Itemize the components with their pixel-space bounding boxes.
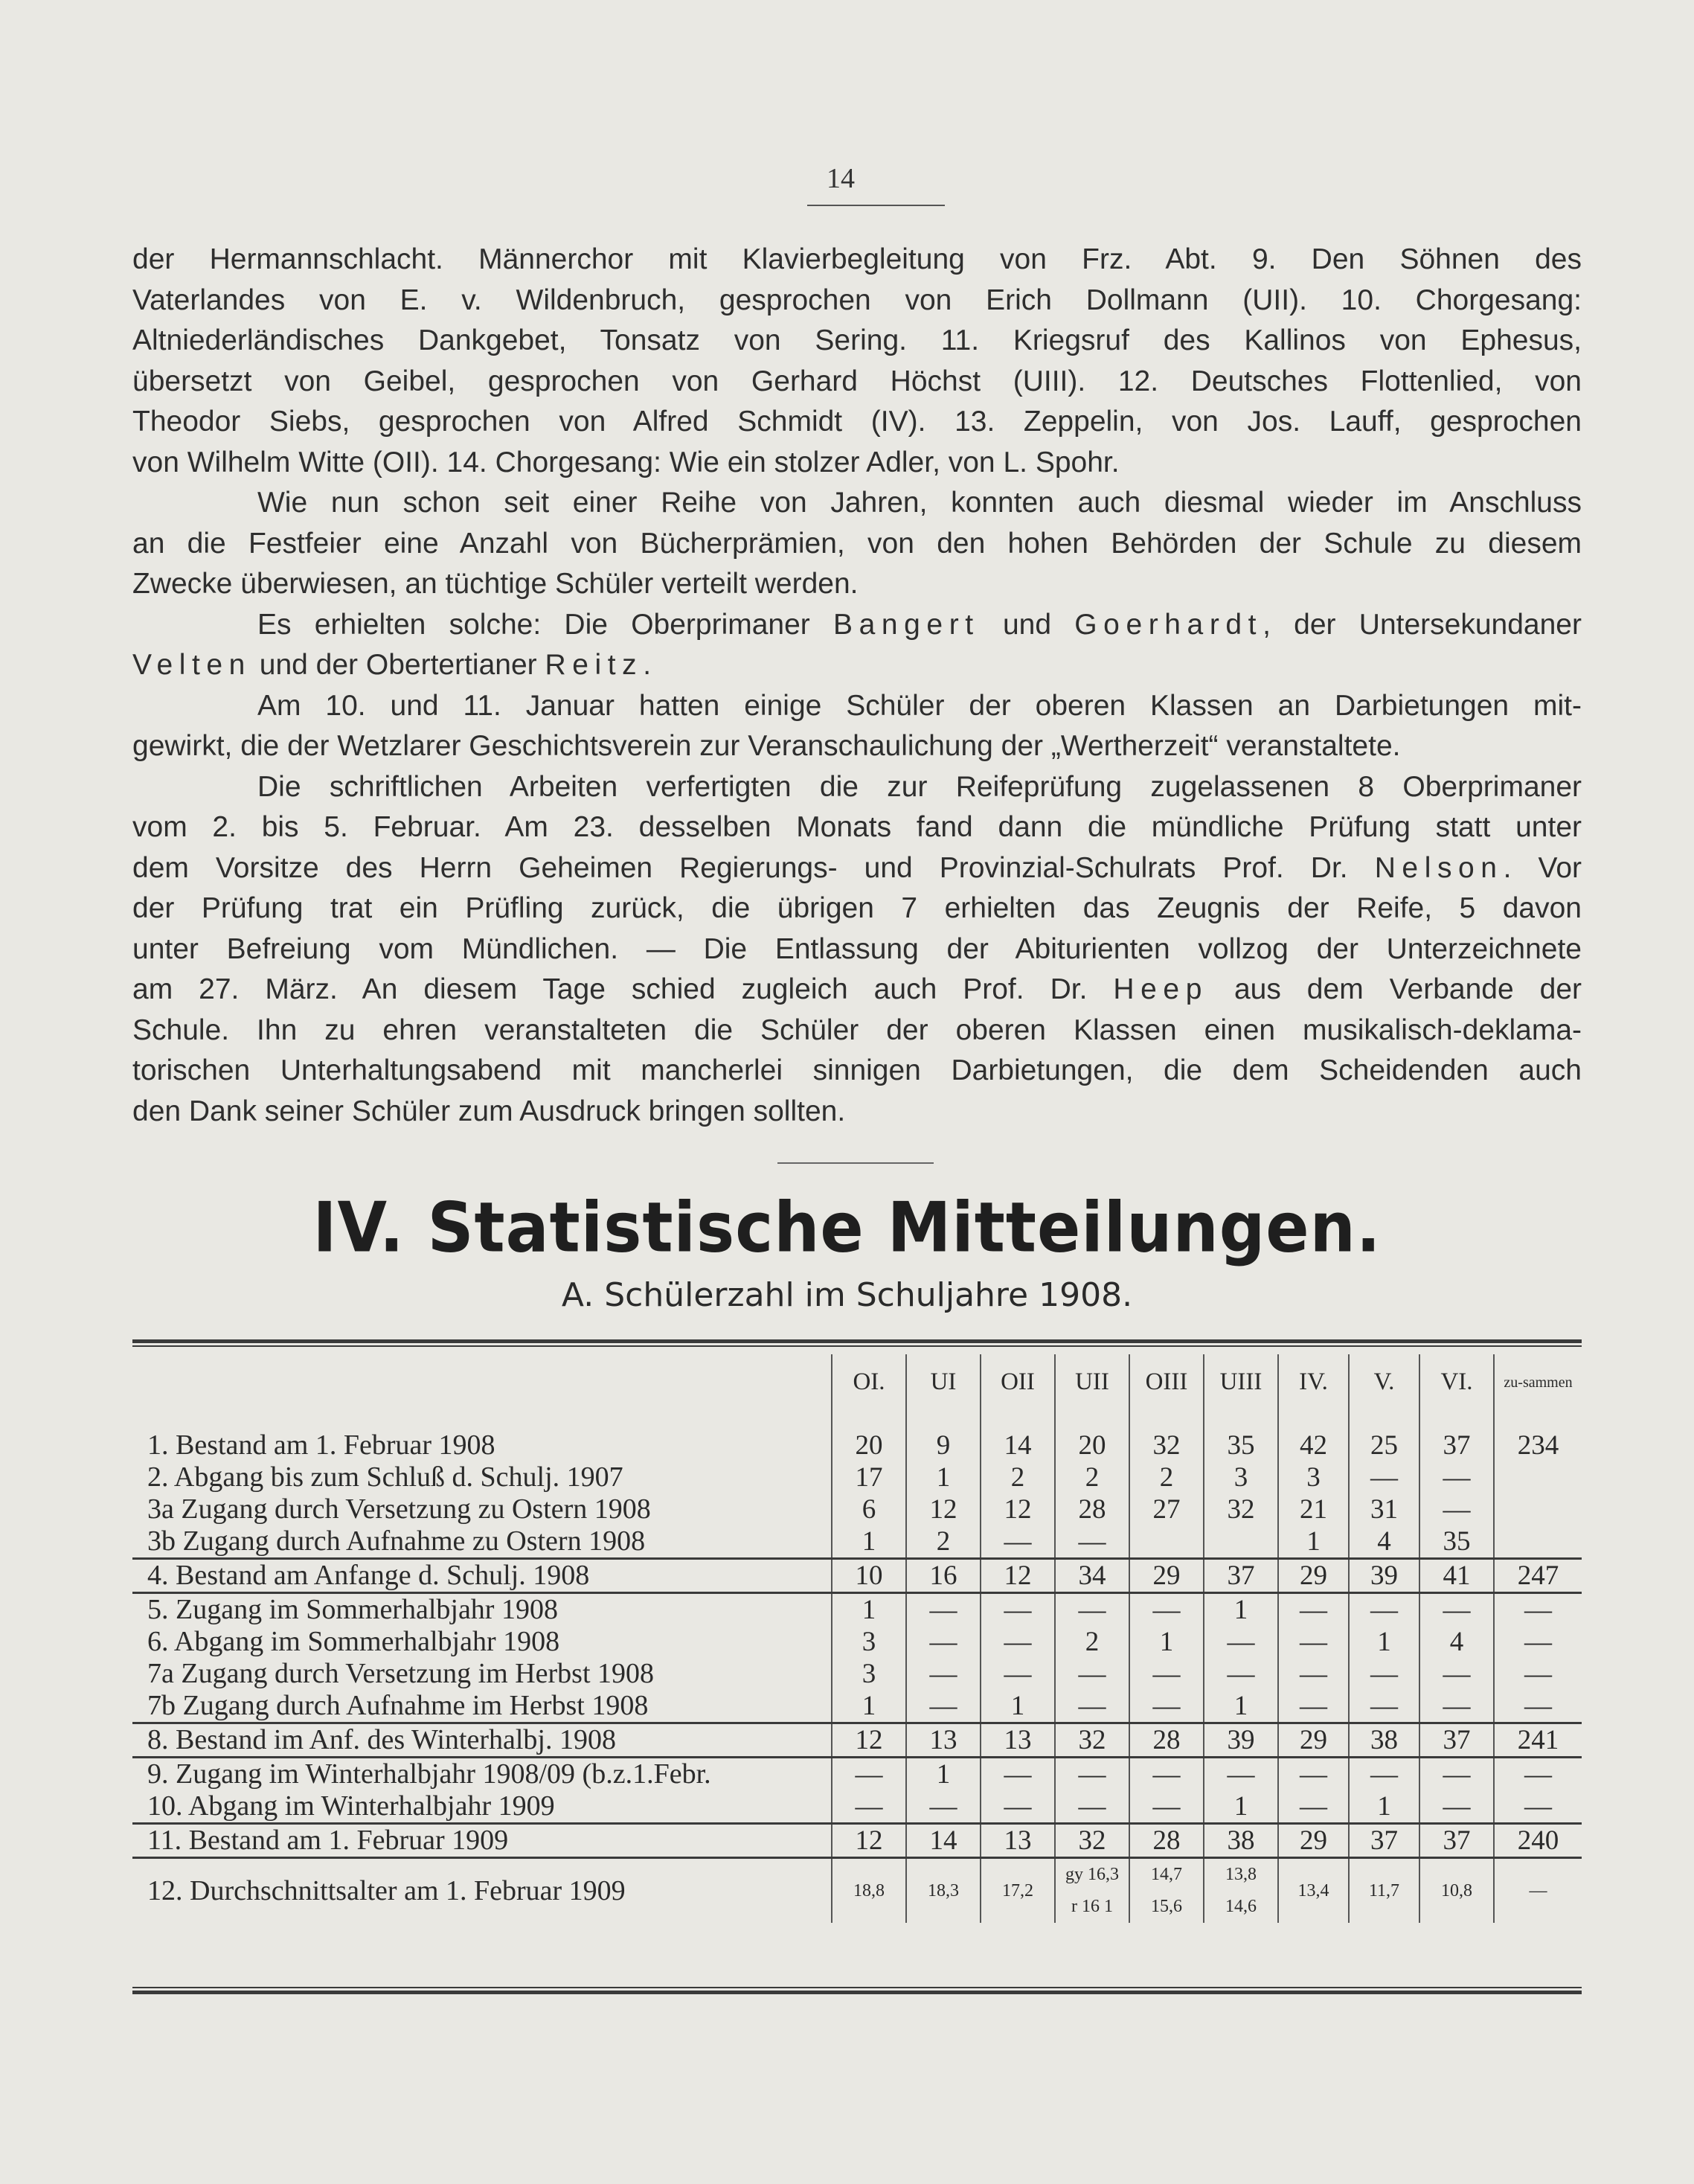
- text-line: torischen Unterhaltungsabend mit mancherlei sinnigen Darbietungen, die dem Scheidenden auch: [132, 1054, 1582, 1086]
- table-cell: —: [906, 1690, 981, 1723]
- age-cell: [1204, 1858, 1278, 1924]
- table-cell: 3: [1278, 1461, 1349, 1493]
- table-cell: 4: [1419, 1626, 1494, 1658]
- table-top-rule: [132, 1339, 1582, 1343]
- header-oi: OI.: [832, 1354, 906, 1410]
- table-cell: 13: [981, 1723, 1055, 1758]
- table-cell: —: [1278, 1658, 1349, 1690]
- table-cell: 27: [1129, 1493, 1204, 1525]
- table-cell: —: [1278, 1690, 1349, 1723]
- table-row: [132, 1593, 1582, 1627]
- table-cell: 20: [832, 1429, 906, 1461]
- table-cell: 28: [1129, 1824, 1204, 1858]
- table-cell: —: [1204, 1626, 1278, 1658]
- text-line: gewirkt, die der Wetzlarer Geschichtsverein zur Veranschaulichung der „Wertherzeit“ veranstaltete.: [132, 730, 1401, 762]
- spaced-name: Heep: [1113, 973, 1208, 1005]
- spacer-cell: [1129, 1410, 1204, 1429]
- table-cell: [1494, 1461, 1582, 1493]
- text-fragment: und der Obertertianer: [259, 649, 537, 681]
- text-line: [132, 645, 1582, 686]
- table-cell: —: [906, 1658, 981, 1690]
- spacer-cell: [1494, 1410, 1582, 1429]
- spaced-name: Reitz: [545, 649, 644, 681]
- table-cell: —: [1278, 1626, 1349, 1658]
- table-cell: [1129, 1525, 1204, 1559]
- table-row: [132, 1493, 1582, 1525]
- text-line: Altniederländisches Dankgebet, Tonsatz von Sering. 11. Kriegsruf des Kallinos von Ephesus,: [132, 324, 1582, 356]
- text-line: vom 2. bis 5. Februar. Am 23. desselben Monats fand dann die mündliche Prüfung statt unter: [132, 811, 1582, 843]
- table-cell: 29: [1278, 1559, 1349, 1593]
- row-label: 1. Bestand am 1. Februar 1908: [147, 1429, 495, 1461]
- age-cell: [1419, 1858, 1494, 1924]
- table-row: [132, 1626, 1582, 1658]
- body-text: [132, 240, 1582, 1132]
- table-cell: 29: [1278, 1824, 1349, 1858]
- header-ui: UI: [906, 1354, 981, 1410]
- spacer-cell: [1278, 1410, 1349, 1429]
- table-cell: 41: [1419, 1559, 1494, 1593]
- table-cell: —: [1494, 1690, 1582, 1723]
- table-cell: 37: [1419, 1824, 1494, 1858]
- table-cell: —: [1204, 1758, 1278, 1791]
- table-bottom-rule-thin: [132, 1987, 1582, 1988]
- row-label: 4. Bestand am Anfange d. Schulj. 1908: [132, 1559, 832, 1593]
- page-number-rule: [807, 205, 945, 206]
- student-statistics-table: [132, 1354, 1582, 1923]
- age-value: 11,7: [1368, 1880, 1400, 1900]
- table-cell: —: [1419, 1658, 1494, 1690]
- table-cell: 3: [832, 1658, 906, 1690]
- table-cell: —: [1419, 1790, 1494, 1824]
- table-cell: 39: [1349, 1559, 1419, 1593]
- table-cell: 2: [906, 1525, 981, 1559]
- table-cell: 1: [1349, 1626, 1419, 1658]
- table-cell: 1: [906, 1461, 981, 1493]
- table-body: [132, 1410, 1582, 1923]
- table-row: [132, 1429, 1582, 1461]
- table-cell: —: [1055, 1593, 1129, 1627]
- table-cell: [1494, 1525, 1582, 1559]
- text-line: übersetzt von Geibel, gesprochen von Gerhard Höchst (UIII). 12. Deutsches Flottenlied, von: [132, 365, 1582, 397]
- age-value-secondary: r 16 1: [1071, 1897, 1113, 1916]
- table-row-average-age: [132, 1858, 1582, 1924]
- table-row: [132, 1525, 1582, 1559]
- table-cell: —: [981, 1790, 1055, 1824]
- table-cell: 1: [1204, 1690, 1278, 1723]
- table-cell: —: [1349, 1690, 1419, 1723]
- table-cell: 247: [1494, 1559, 1582, 1593]
- spaced-name: Goerhardt: [1074, 608, 1263, 641]
- table-cell: —: [1419, 1493, 1494, 1525]
- table-cell: 241: [1494, 1723, 1582, 1758]
- table-cell: 34: [1055, 1559, 1129, 1593]
- text-line: an die Festfeier eine Anzahl von Bücherprämien, von den hohen Behörden der Schule zu diesem: [132, 527, 1582, 560]
- table-cell: —: [1349, 1593, 1419, 1627]
- text-line: [132, 848, 1582, 889]
- table-cell: —: [906, 1626, 981, 1658]
- spaced-name: Velten: [132, 649, 251, 681]
- table-cell: —: [832, 1758, 906, 1791]
- text-line: Wie nun schon seit einer Reihe von Jahren, konnten auch diesmal wieder im Anschluss: [257, 487, 1582, 519]
- table-cell: 21: [1278, 1493, 1349, 1525]
- table-cell: —: [981, 1758, 1055, 1791]
- table-row: [132, 1824, 1582, 1858]
- table-cell: —: [1204, 1658, 1278, 1690]
- spacer-cell: [1419, 1410, 1494, 1429]
- table-cell: 28: [1129, 1723, 1204, 1758]
- row-label: 12. Durchschnittsalter am 1. Februar 1909: [147, 1874, 626, 1906]
- age-value-secondary: 14,6: [1225, 1897, 1257, 1916]
- table-row: [132, 1461, 1582, 1493]
- table-cell: 1: [832, 1525, 906, 1559]
- table-cell: 10: [832, 1559, 906, 1593]
- table-cell: 20: [1055, 1429, 1129, 1461]
- table-cell: —: [1419, 1690, 1494, 1723]
- table-cell: 2: [981, 1461, 1055, 1493]
- spacer-cell: [132, 1410, 832, 1429]
- table-cell: 16: [906, 1559, 981, 1593]
- row-label: 8. Bestand im Anf. des Winterhalbj. 1908: [132, 1723, 832, 1758]
- table-cell: 2: [1055, 1626, 1129, 1658]
- table-cell: —: [981, 1658, 1055, 1690]
- age-value: 17,2: [1002, 1880, 1033, 1900]
- text-line: Am 10. und 11. Januar hatten einige Schüler der oberen Klassen an Darbietungen mit-: [257, 689, 1582, 722]
- table-cell: 1: [1278, 1525, 1349, 1559]
- table-row: [132, 1790, 1582, 1824]
- table-cell: 12: [981, 1559, 1055, 1593]
- table-cell: —: [1129, 1790, 1204, 1824]
- age-value: 18,3: [928, 1880, 959, 1900]
- table-cell: 14: [981, 1429, 1055, 1461]
- table-cell: 35: [1419, 1525, 1494, 1559]
- table-cell: —: [1278, 1790, 1349, 1824]
- table-cell: 3: [1204, 1461, 1278, 1493]
- table-cell: 2: [1129, 1461, 1204, 1493]
- table-row: [132, 1758, 1582, 1791]
- table-cell: 1: [1204, 1593, 1278, 1627]
- age-cell: [906, 1858, 981, 1924]
- table-cell: 13: [906, 1723, 981, 1758]
- table-cell: 37: [1419, 1429, 1494, 1461]
- table-cell: 240: [1494, 1824, 1582, 1858]
- text-line: Theodor Siebs, gesprochen von Alfred Schmidt (IV). 13. Zeppelin, von Jos. Lauff, gesprochen: [132, 406, 1582, 438]
- header-uiii: UIII: [1204, 1354, 1278, 1410]
- age-value: 13,4: [1297, 1880, 1329, 1900]
- age-value: 14,7: [1151, 1865, 1182, 1884]
- table-cell: 1: [906, 1758, 981, 1791]
- row-label: 3a Zugang durch Versetzung zu Ostern 1908: [147, 1493, 651, 1525]
- table-cell: 12: [832, 1723, 906, 1758]
- table-cell: —: [1494, 1593, 1582, 1627]
- table-cell: 32: [1055, 1723, 1129, 1758]
- section-subtitle: A. Schülerzahl im Schuljahre 1908.: [561, 1276, 1133, 1314]
- table-cell: 42: [1278, 1429, 1349, 1461]
- table-cell: —: [1278, 1758, 1349, 1791]
- spacer-cell: [832, 1410, 906, 1429]
- text-fragment: dem Vorsitze des Herrn Geheimen Regierungs- und Provinzial-Schulrats Prof. Dr.: [132, 851, 1348, 884]
- table-cell: 1: [1129, 1626, 1204, 1658]
- table-cell: —: [1349, 1658, 1419, 1690]
- header-zusammen: zu-sammen: [1494, 1354, 1582, 1410]
- table-cell: —: [1494, 1626, 1582, 1658]
- table-cell: 12: [832, 1824, 906, 1858]
- table-cell: —: [1055, 1525, 1129, 1559]
- spacer-cell: [1055, 1410, 1129, 1429]
- text-line: unter Befreiung vom Mündlichen. — Die Entlassung der Abiturienten vollzog der Unterzeichnete: [132, 932, 1582, 965]
- table-cell: 37: [1204, 1559, 1278, 1593]
- text-fragment: aus dem Verbande der: [1233, 973, 1582, 1005]
- table-cell: 29: [1278, 1723, 1349, 1758]
- age-cell: [981, 1858, 1055, 1924]
- table-cell: 1: [832, 1593, 906, 1627]
- table-cell: [1494, 1493, 1582, 1525]
- table-cell: —: [981, 1525, 1055, 1559]
- table-header-row: [132, 1354, 1582, 1410]
- spacer-cell: [906, 1410, 981, 1429]
- spaced-name: Nelson: [1374, 851, 1504, 884]
- age-cell: [1055, 1858, 1129, 1924]
- table-cell: —: [1055, 1758, 1129, 1791]
- table-cell: 1: [832, 1690, 906, 1723]
- age-value: gy 16,3: [1065, 1865, 1119, 1884]
- age-cell: [1278, 1858, 1349, 1924]
- table-cell: —: [1278, 1593, 1349, 1627]
- table-cell: 37: [1419, 1723, 1494, 1758]
- spacer-cell: [981, 1410, 1055, 1429]
- row-label: 2. Abgang bis zum Schluß d. Schulj. 1907: [147, 1461, 623, 1493]
- table-cell: 9: [906, 1429, 981, 1461]
- text-line: Vaterlandes von E. v. Wildenbruch, gesprochen von Erich Dollmann (UII). 10. Chorgesang:: [132, 284, 1582, 316]
- spacer-cell: [1349, 1410, 1419, 1429]
- age-value: 13,8: [1225, 1865, 1257, 1884]
- row-label: 3b Zugang durch Aufnahme zu Ostern 1908: [132, 1525, 832, 1559]
- table-cell: 38: [1349, 1723, 1419, 1758]
- table-cell: —: [906, 1790, 981, 1824]
- table-row: [132, 1723, 1582, 1758]
- table-cell: —: [1349, 1461, 1419, 1493]
- table-cell: 14: [906, 1824, 981, 1858]
- section-divider: [777, 1162, 934, 1164]
- table-cell: —: [1494, 1790, 1582, 1824]
- text-line: [132, 605, 1582, 646]
- table-cell: —: [1349, 1758, 1419, 1791]
- age-value: 10,8: [1441, 1880, 1472, 1900]
- table-cell: 234: [1494, 1429, 1582, 1461]
- header-oii: OII: [981, 1354, 1055, 1410]
- age-value: —: [1529, 1880, 1547, 1900]
- age-value-secondary: 15,6: [1151, 1897, 1182, 1916]
- table-cell: 2: [1055, 1461, 1129, 1493]
- table-cell: 3: [832, 1626, 906, 1658]
- table-row: [132, 1658, 1582, 1690]
- header-uii: UII: [1055, 1354, 1129, 1410]
- table-cell: —: [906, 1593, 981, 1627]
- header-oiii: OIII: [1129, 1354, 1204, 1410]
- table-cell: —: [1129, 1758, 1204, 1791]
- table-cell: —: [981, 1626, 1055, 1658]
- table-cell: 1: [981, 1690, 1055, 1723]
- table-cell: —: [1419, 1461, 1494, 1493]
- age-cell: [832, 1858, 906, 1924]
- table-cell: 32: [1129, 1429, 1204, 1461]
- table-cell: 38: [1204, 1824, 1278, 1858]
- table-cell: 35: [1204, 1429, 1278, 1461]
- text-line: den Dank seiner Schüler zum Ausdruck bringen sollten.: [132, 1095, 846, 1127]
- table-row: [132, 1690, 1582, 1723]
- table-cell: —: [1055, 1790, 1129, 1824]
- table-cell: 32: [1204, 1493, 1278, 1525]
- table-cell: —: [1129, 1690, 1204, 1723]
- table-cell: —: [1055, 1658, 1129, 1690]
- table-cell: 12: [981, 1493, 1055, 1525]
- row-label: 11. Bestand am 1. Februar 1909: [132, 1824, 832, 1858]
- text-line: Die schriftlichen Arbeiten verfertigten die zur Reifeprüfung zugelassenen 8 Oberprimaner: [257, 770, 1582, 803]
- text-line: der Hermannschlacht. Männerchor mit Klavierbegleitung von Frz. Abt. 9. Den Söhnen des: [132, 243, 1582, 275]
- header-v: V.: [1349, 1354, 1419, 1410]
- age-cell: [1349, 1858, 1419, 1924]
- table-row: [132, 1559, 1582, 1593]
- row-label: 10. Abgang im Winterhalbjahr 1909: [132, 1790, 832, 1824]
- table-cell: —: [1129, 1593, 1204, 1627]
- table-cell: 37: [1349, 1824, 1419, 1858]
- text-line: Schule. Ihn zu ehren veranstalteten die Schüler der oberen Klassen einen musikalisch-deklama-: [132, 1013, 1582, 1046]
- text-fragment: Es erhielten solche: Die Oberprimaner: [257, 608, 810, 641]
- row-label: 5. Zugang im Sommerhalbjahr 1908: [147, 1594, 558, 1625]
- table-cell: 39: [1204, 1723, 1278, 1758]
- table-spacer-row: [132, 1410, 1582, 1429]
- table-cell: —: [1419, 1593, 1494, 1627]
- table-cell: —: [1494, 1658, 1582, 1690]
- row-label: 7b Zugang durch Aufnahme im Herbst 1908: [132, 1690, 832, 1723]
- table-cell: 32: [1055, 1824, 1129, 1858]
- age-cell: [1129, 1858, 1204, 1924]
- table-cell: 31: [1349, 1493, 1419, 1525]
- table-cell: —: [1129, 1658, 1204, 1690]
- text-fragment: , der Untersekundaner: [1263, 608, 1582, 641]
- text-fragment: und: [1002, 608, 1052, 641]
- table-cell: 25: [1349, 1429, 1419, 1461]
- text-line: von Wilhelm Witte (OII). 14. Chorgesang: Wie ein stolzer Adler, von L. Spohr.: [132, 446, 1120, 478]
- table-cell: 29: [1129, 1559, 1204, 1593]
- section-title: IV. Statistische Mitteilungen.: [312, 1188, 1382, 1268]
- text-line: der Prüfung trat ein Prüfling zurück, die übrigen 7 erhielten das Zeugnis der Reife, 5 davon: [132, 892, 1582, 924]
- table-cell: 1: [1349, 1790, 1419, 1824]
- table-cell: 13: [981, 1824, 1055, 1858]
- text-fragment: . Vor: [1503, 851, 1582, 884]
- row-label: 7a Zugang durch Versetzung im Herbst 1908: [147, 1658, 655, 1689]
- table-cell: —: [1055, 1690, 1129, 1723]
- table-cell: —: [832, 1790, 906, 1824]
- table-cell: 28: [1055, 1493, 1129, 1525]
- text-fragment: am 27. März. An diesem Tage schied zugleich auch Prof. Dr.: [132, 973, 1088, 1005]
- age-value: 18,8: [853, 1880, 885, 1900]
- table-cell: —: [981, 1593, 1055, 1627]
- row-label: 6. Abgang im Sommerhalbjahr 1908: [147, 1626, 560, 1657]
- table-bottom-rule: [132, 1991, 1582, 1994]
- table-top-rule-thin: [132, 1345, 1582, 1347]
- table-cell: 17: [832, 1461, 906, 1493]
- age-cell: [1494, 1858, 1582, 1924]
- table-cell: [1204, 1525, 1278, 1559]
- table-cell: 1: [1204, 1790, 1278, 1824]
- text-line: Zwecke überwiesen, an tüchtige Schüler verteilt werden.: [132, 568, 859, 600]
- table-cell: 4: [1349, 1525, 1419, 1559]
- table-cell: 6: [832, 1493, 906, 1525]
- text-fragment: .: [643, 649, 652, 681]
- table-cell: —: [1419, 1758, 1494, 1791]
- spacer-cell: [1204, 1410, 1278, 1429]
- text-line: [132, 970, 1582, 1011]
- table-cell: —: [1494, 1758, 1582, 1791]
- row-label: 9. Zugang im Winterhalbjahr 1908/09 (b.z.1.Febr.: [147, 1758, 711, 1790]
- page-number: 14: [827, 163, 855, 194]
- spaced-name: Bangert: [833, 608, 980, 641]
- header-vi: VI.: [1419, 1354, 1494, 1410]
- table-cell: 12: [906, 1493, 981, 1525]
- header-label-cell: [132, 1354, 832, 1410]
- header-iv: IV.: [1278, 1354, 1349, 1410]
